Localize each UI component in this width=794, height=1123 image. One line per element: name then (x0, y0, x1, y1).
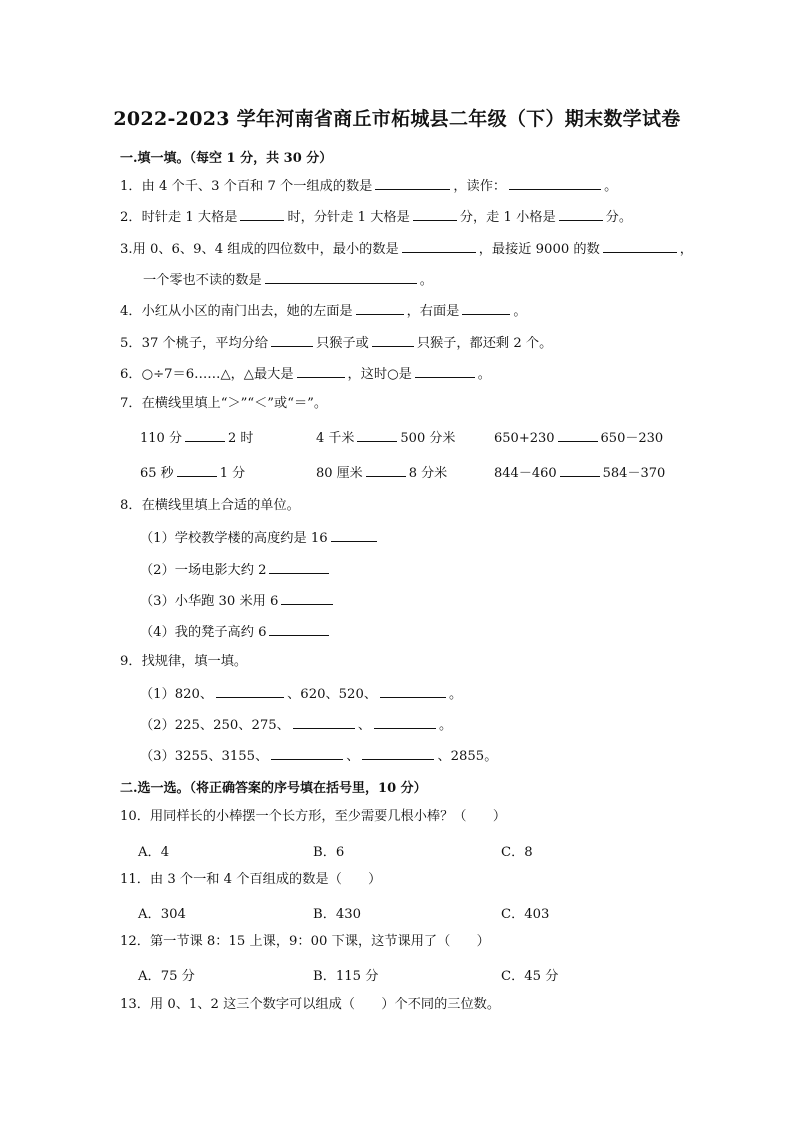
option-c[interactable]: C．403 (501, 907, 550, 922)
answer-blank[interactable] (560, 463, 600, 477)
unit-item: （2）一场电影大约 2 (140, 560, 332, 580)
question-13: 13．用 0、1、2 这三个数字可以组成（ ）个不同的三位数。 (120, 997, 501, 1012)
answer-blank[interactable] (509, 176, 601, 190)
compare-item: 65 秒 1 分 (140, 463, 245, 483)
exam-title: 2022-2023 学年河南省商丘市柘城县二年级（下）期末数学试卷 (113, 108, 681, 130)
option-a[interactable]: A．304 (138, 907, 186, 922)
compare-item: 844－460 584－370 (494, 463, 665, 483)
answer-blank[interactable] (375, 176, 450, 190)
answer-blank[interactable] (362, 746, 434, 760)
answer-blank[interactable] (380, 684, 446, 698)
answer-blank[interactable] (269, 560, 329, 574)
question-5: 5．37 个桃子，平均分给 只猴子或 只猴子，都还剩 2 个。 (120, 333, 552, 353)
question-8: 8．在横线里填上合适的单位。 (120, 498, 300, 513)
compare-item: 110 分 2 时 (140, 428, 253, 448)
answer-blank[interactable] (402, 239, 476, 253)
option-b[interactable]: B．115 分 (313, 969, 379, 984)
answer-blank[interactable] (372, 333, 414, 347)
answer-blank[interactable] (185, 428, 225, 442)
answer-blank[interactable] (271, 746, 343, 760)
answer-blank[interactable] (558, 428, 598, 442)
answer-blank[interactable] (331, 528, 377, 542)
answer-blank[interactable] (374, 715, 436, 729)
section-multiple-choice: 二.选一选。（将正确答案的序号填在括号里，10 分） (120, 781, 427, 796)
answer-blank[interactable] (240, 207, 284, 221)
option-c[interactable]: C．45 分 (501, 969, 559, 984)
question-2: 2．时针走 1 大格是 时，分针走 1 大格是 分，走 1 小格是 分。 (120, 207, 632, 227)
option-b[interactable]: B．430 (313, 907, 362, 922)
pattern-row: （2）225、250、275、 、 。 (140, 715, 452, 735)
question-11: 11．由 3 个一和 4 个百组成的数是（ ） (120, 872, 382, 887)
answer-blank[interactable] (603, 239, 677, 253)
question-12: 12．第一节课 8：15 上课，9：00 下课，这节课用了（ ） (120, 934, 490, 949)
option-a[interactable]: A．75 分 (138, 969, 195, 984)
compare-item: 650+230 650－230 (494, 428, 663, 448)
answer-blank[interactable] (356, 301, 404, 315)
question-3-cont: 一个零也不读的数是 。 (143, 270, 433, 290)
question-3: 3.用 0、6、9、4 组成的四位数中，最小的数是 ，最接近 9000 的数 ， (120, 239, 693, 259)
answer-blank[interactable] (415, 364, 475, 378)
answer-blank[interactable] (216, 684, 284, 698)
option-c[interactable]: C．8 (501, 845, 533, 860)
answer-blank[interactable] (281, 591, 333, 605)
compare-item: 4 千米 500 分米 (316, 428, 455, 448)
answer-blank[interactable] (269, 622, 329, 636)
question-6: 6．○÷7＝6……△，△最大是 ，这时○是 。 (120, 364, 491, 384)
answer-blank[interactable] (366, 463, 406, 477)
option-a[interactable]: A．4 (138, 845, 170, 860)
section-fill-in: 一.填一填。（每空 1 分，共 30 分） (120, 151, 333, 166)
question-1: 1．由 4 个千、3 个百和 7 个一组成的数是 ，读作： 。 (120, 176, 617, 196)
unit-item: （3）小华跑 30 米用 6 (140, 591, 336, 611)
question-4: 4．小红从小区的南门出去，她的左面是 ，右面是 。 (120, 301, 527, 321)
question-9: 9．找规律，填一填。 (120, 654, 248, 669)
answer-blank[interactable] (297, 364, 345, 378)
answer-blank[interactable] (271, 333, 313, 347)
answer-blank[interactable] (413, 207, 457, 221)
pattern-row: （1）820、 、620、520、 。 (140, 684, 462, 704)
question-7: 7．在横线里填上“＞”“＜”或“＝”。 (120, 396, 328, 411)
answer-blank[interactable] (357, 428, 397, 442)
answer-blank[interactable] (559, 207, 603, 221)
answer-blank[interactable] (177, 463, 217, 477)
compare-item: 80 厘米 8 分米 (316, 463, 447, 483)
option-b[interactable]: B．6 (313, 845, 345, 860)
question-10: 10．用同样长的小棒摆一个长方形，至少需要几根小棒？（ ） (120, 809, 507, 824)
pattern-row: （3）3255、3155、 、 、2855。 (140, 746, 497, 766)
answer-blank[interactable] (293, 715, 355, 729)
unit-item: （1）学校教学楼的高度约是 16 (140, 528, 380, 548)
answer-blank[interactable] (462, 301, 510, 315)
answer-blank[interactable] (265, 270, 417, 284)
unit-item: （4）我的凳子高约 6 (140, 622, 332, 642)
